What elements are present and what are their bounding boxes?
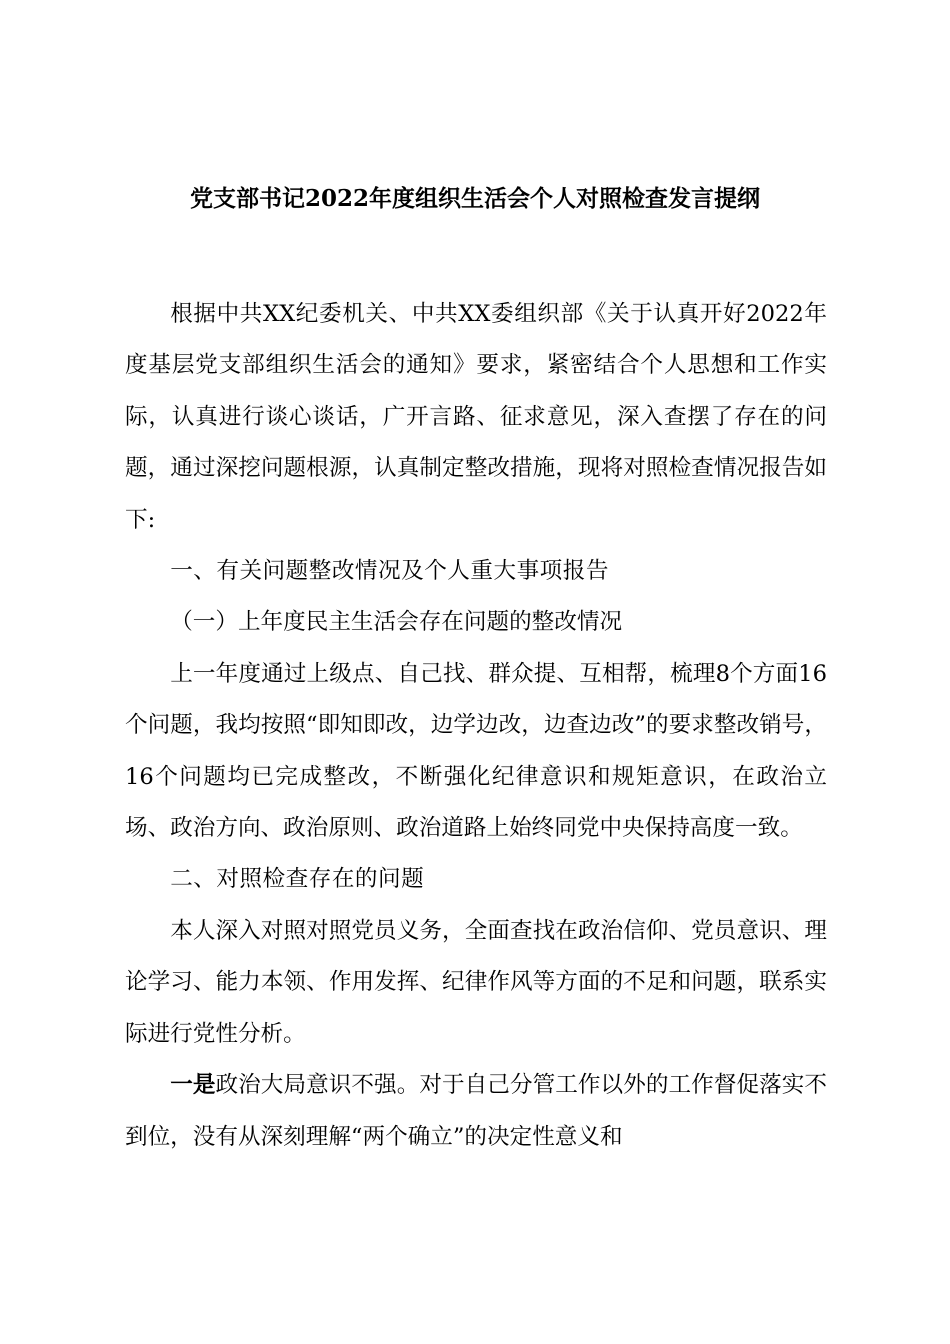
document-title: 党支部书记2022年度组织生活会个人对照检查发言提纲 xyxy=(189,185,760,212)
point1-text: 政治大局意识不强。对于自己分管工作以外的工作督促落实不到位，没有从深刻理解“两个确立”的决定性意义和 xyxy=(125,1072,828,1150)
section1-subheading: （一）上年度民主生活会存在问题的整改情况 xyxy=(170,609,623,636)
document-body xyxy=(125,289,827,1163)
point1-lead: 一是 xyxy=(170,1072,216,1099)
section1-sub1-paragraph: 上一年度通过上级点、自己找、群众提、互相帮，梳理8个方面16个问题，我均按照“即知即改，边学边改，边查边改”的要求整改销号，16个问题均已完成整改，不断强化纪律意识和规矩意识，在政治立场、政治方向、政治原则、政治道路上始终同党中央保持高度一致。 xyxy=(125,660,827,842)
intro-paragraph: 根据中共XX纪委机关、中共XX委组织部《关于认真开好2022年度基层党支部组织生活会的通知》要求，紧密结合个人思想和工作实际，认真进行谈心谈话，广开言路、征求意见，深入查摆了存在的问题，通过深挖问题根源，认真制定整改措施，现将对照检查情况报告如下: xyxy=(125,301,827,533)
point1-paragraph xyxy=(125,1060,827,1163)
section1-heading: 一、有关问题整改情况及个人重大事项报告 xyxy=(170,558,609,585)
section2-paragraph: 本人深入对照对照党员义务，全面查找在政治信仰、党员意识、理论学习、能力本领、作用发挥、纪律作风等方面的不足和问题，联系实际进行党性分析。 xyxy=(125,917,827,1047)
section2-heading: 二、对照检查存在的问题 xyxy=(170,866,425,893)
